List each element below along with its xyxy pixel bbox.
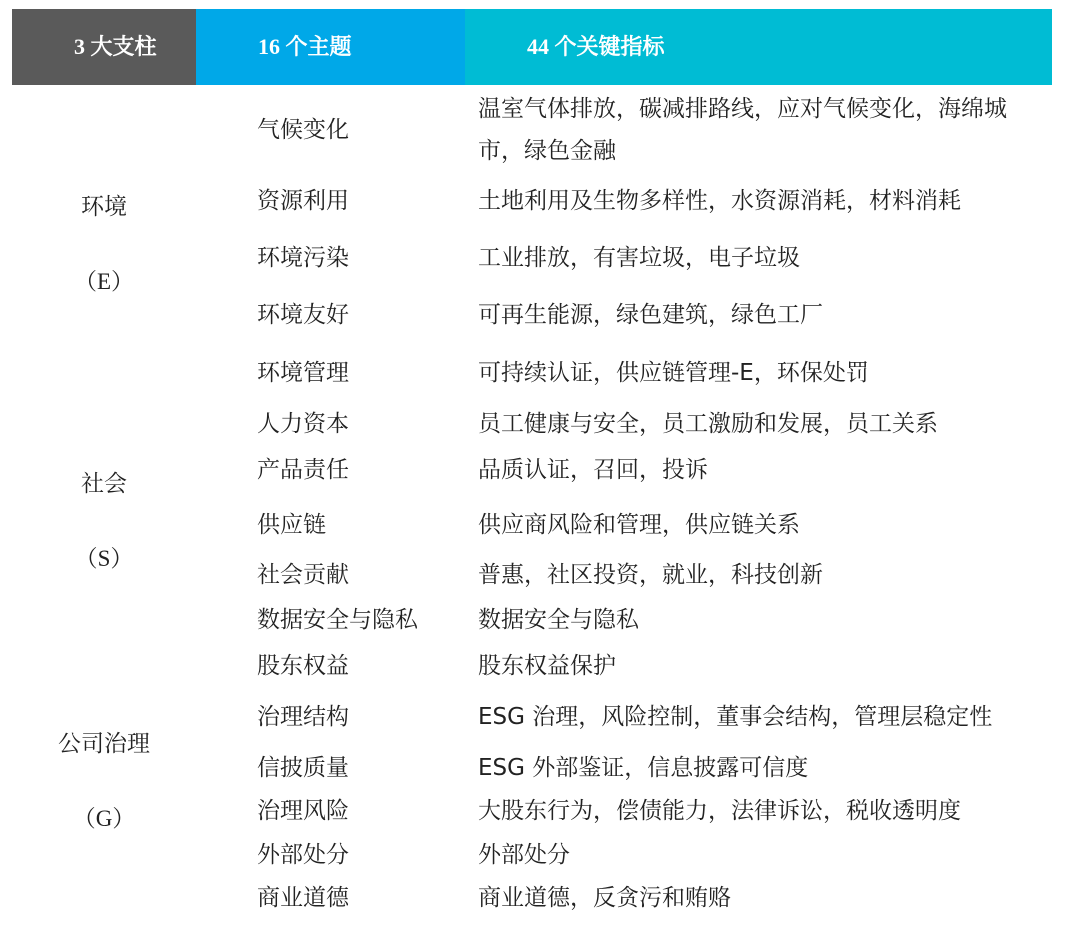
topic-cell: 产品责任 <box>257 457 349 483</box>
indicator-cell: 工业排放，有害垃圾，电子垃圾 <box>478 245 800 271</box>
pillar-environment-name: 环境 <box>81 194 127 220</box>
pillar-social-name: 社会 <box>81 471 127 497</box>
indicator-cell: ESG 外部鉴证，信息披露可信度 <box>478 755 809 781</box>
topic-cell: 气候变化 <box>257 117 349 143</box>
topic-cell: 商业道德 <box>257 885 349 911</box>
topic-cell: 外部处分 <box>257 842 349 868</box>
topic-cell: 资源利用 <box>257 188 349 214</box>
topic-cell: 治理结构 <box>257 704 349 730</box>
topic-cell: 数据安全与隐私 <box>257 607 418 633</box>
header-pillars: 3 大支柱 <box>12 9 196 85</box>
pillar-governance-name: 公司治理 <box>58 731 150 757</box>
pillar-governance-code: （G） <box>72 806 136 831</box>
topic-cell: 社会贡献 <box>257 562 349 588</box>
topic-cell: 股东权益 <box>257 653 349 679</box>
indicator-cell: 品质认证，召回，投诉 <box>478 457 708 483</box>
indicator-cell: 数据安全与隐私 <box>478 607 639 633</box>
topic-cell: 人力资本 <box>257 411 349 437</box>
table-header <box>12 9 1052 85</box>
indicator-cell: 可再生能源，绿色建筑，绿色工厂 <box>478 302 823 328</box>
topic-cell: 环境友好 <box>257 302 349 328</box>
topic-cell: 信披质量 <box>257 755 349 781</box>
indicator-cell: 土地利用及生物多样性，水资源消耗，材料消耗 <box>478 188 961 214</box>
indicator-cell: 普惠，社区投资，就业，科技创新 <box>478 562 823 588</box>
pillar-environment-code: （E） <box>73 269 135 294</box>
header-indicators: 44 个关键指标 <box>465 9 1052 85</box>
topic-cell: 治理风险 <box>257 798 349 824</box>
indicator-cell: ESG 治理，风险控制，董事会结构，管理层稳定性 <box>478 704 993 730</box>
indicator-cell: 可持续认证，供应链管理-E，环保处罚 <box>478 360 869 386</box>
topic-cell: 环境污染 <box>257 245 349 271</box>
indicator-cell: 大股东行为，偿债能力，法律诉讼，税收透明度 <box>478 798 961 824</box>
indicator-cell: 温室气体排放，碳减排路线，应对气候变化，海绵城市，绿色金融 <box>478 96 1007 164</box>
topic-cell: 供应链 <box>257 512 326 538</box>
indicator-cell: 外部处分 <box>478 842 570 868</box>
indicator-cell: 股东权益保护 <box>478 653 616 679</box>
indicator-cell: 供应商风险和管理，供应链关系 <box>478 512 800 538</box>
indicator-cell: 员工健康与安全，员工激励和发展，员工关系 <box>478 411 938 437</box>
header-topics: 16 个主题 <box>196 9 465 85</box>
indicator-cell: 商业道德，反贪污和贿赂 <box>478 885 731 911</box>
topic-cell: 环境管理 <box>257 360 349 386</box>
pillar-social-code: （S） <box>74 546 134 571</box>
